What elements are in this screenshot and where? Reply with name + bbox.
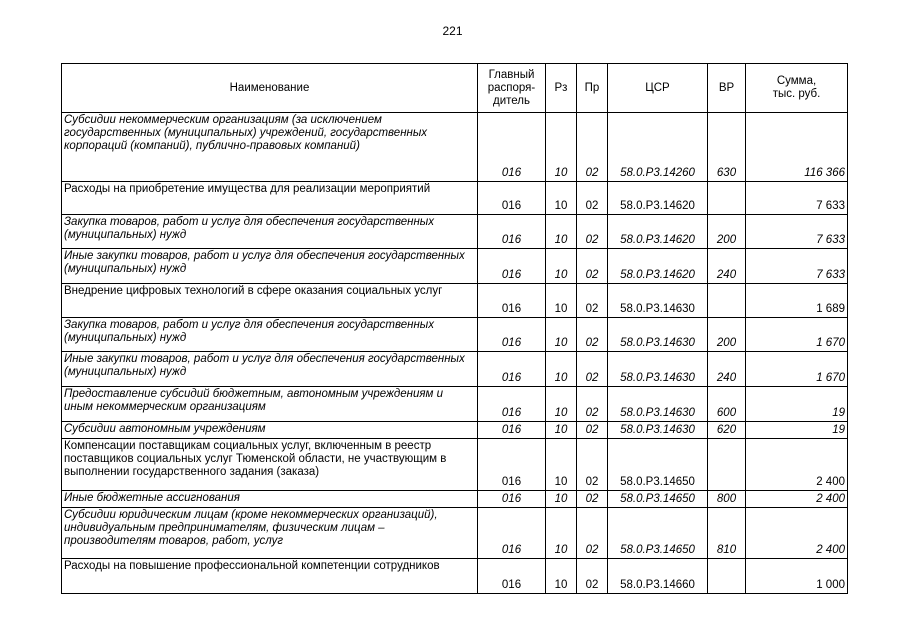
header-vr: ВР [708,64,746,113]
header-name: Наименование [62,64,478,113]
cell-grbs: 016 [478,113,546,182]
cell-name: Субсидии некоммерческим организациям (за исключением государственных (муниципальных) учреждений, государственных корпораций (компаний), публично-правовых компаний) [62,113,478,182]
cell-csr: 58.0.Р3.14630 [608,352,708,387]
cell-pr: 02 [577,284,608,318]
table-row [62,182,848,215]
table-row [62,249,848,284]
header-grbs-line1: Главный [488,68,535,81]
cell-csr: 58.0.Р3.14620 [608,215,708,249]
cell-sum: 19 [746,422,848,439]
table-row [62,559,848,594]
header-sum [746,64,848,113]
cell-name: Расходы на повышение профессиональной компетенции сотрудников [62,559,478,594]
header-pr: Пр [577,64,608,113]
cell-csr: 58.0.Р3.14630 [608,387,708,422]
cell-vr: 240 [708,352,746,387]
cell-grbs: 016 [478,491,546,508]
header-sum-line2: тыс. руб. [772,88,821,100]
cell-name: Внедрение цифровых технологий в сфере оказания социальных услуг [62,284,478,318]
cell-rz: 10 [546,215,577,249]
cell-grbs: 016 [478,352,546,387]
table-row [62,284,848,318]
header-sum-line1: Сумма, [776,75,817,87]
table-row [62,215,848,249]
cell-sum: 1 000 [746,559,848,594]
cell-vr: 200 [708,318,746,352]
cell-name: Субсидии автономным учреждениям [62,422,478,439]
cell-rz: 10 [546,249,577,284]
cell-pr: 02 [577,352,608,387]
cell-pr: 02 [577,422,608,439]
cell-csr: 58.0.Р3.14650 [608,508,708,559]
cell-name: Иные бюджетные ассигнования [62,491,478,508]
cell-csr: 58.0.Р3.14630 [608,318,708,352]
cell-sum: 1 670 [746,352,848,387]
cell-grbs: 016 [478,387,546,422]
cell-sum: 7 633 [746,182,848,215]
header-grbs-line3: дитель [493,94,530,107]
cell-pr: 02 [577,439,608,491]
cell-sum: 2 400 [746,439,848,491]
cell-sum: 1 670 [746,318,848,352]
cell-grbs: 016 [478,249,546,284]
cell-vr: 810 [708,508,746,559]
cell-rz: 10 [546,439,577,491]
cell-sum: 116 366 [746,113,848,182]
cell-vr [708,439,746,491]
cell-vr: 630 [708,113,746,182]
cell-vr: 240 [708,249,746,284]
cell-grbs: 016 [478,318,546,352]
cell-csr: 58.0.Р3.14650 [608,439,708,491]
cell-sum: 2 400 [746,491,848,508]
cell-pr: 02 [577,508,608,559]
cell-pr: 02 [577,318,608,352]
cell-pr: 02 [577,387,608,422]
cell-vr [708,182,746,215]
cell-csr: 58.0.Р3.14630 [608,422,708,439]
cell-pr: 02 [577,491,608,508]
cell-rz: 10 [546,559,577,594]
cell-csr: 58.0.Р3.14620 [608,249,708,284]
cell-rz: 10 [546,318,577,352]
cell-csr: 58.0.Р3.14650 [608,491,708,508]
cell-csr: 58.0.Р3.14260 [608,113,708,182]
cell-pr: 02 [577,215,608,249]
cell-pr: 02 [577,113,608,182]
header-csr: ЦСР [608,64,708,113]
cell-vr [708,559,746,594]
cell-sum: 1 689 [746,284,848,318]
cell-name: Иные закупки товаров, работ и услуг для обеспечения государственных (муниципальных) нужд [62,352,478,387]
cell-vr: 200 [708,215,746,249]
cell-rz: 10 [546,182,577,215]
budget-table [61,63,848,594]
cell-rz: 10 [546,387,577,422]
table-row [62,352,848,387]
cell-pr: 02 [577,249,608,284]
table-row [62,508,848,559]
table-header-row [62,64,848,113]
cell-name: Иные закупки товаров, работ и услуг для обеспечения государственных (муниципальных) нужд [62,249,478,284]
cell-vr: 600 [708,387,746,422]
table-row [62,439,848,491]
cell-csr: 58.0.Р3.14630 [608,284,708,318]
cell-sum: 7 633 [746,215,848,249]
cell-grbs: 016 [478,215,546,249]
cell-grbs: 016 [478,422,546,439]
cell-name: Закупка товаров, работ и услуг для обеспечения государственных (муниципальных) нужд [62,318,478,352]
cell-pr: 02 [577,559,608,594]
cell-grbs: 016 [478,439,546,491]
cell-vr: 620 [708,422,746,439]
header-rz: Рз [546,64,577,113]
cell-sum: 19 [746,387,848,422]
header-grbs [478,64,546,113]
table-row [62,318,848,352]
cell-name: Компенсации поставщикам социальных услуг, включенным в реестр поставщиков социальных услуг Тюменской области, не участвующим в выполнении государственного задания (заказа) [62,439,478,491]
table-row [62,422,848,439]
cell-grbs: 016 [478,284,546,318]
table-row [62,387,848,422]
cell-sum: 7 633 [746,249,848,284]
cell-grbs: 016 [478,508,546,559]
cell-csr: 58.0.Р3.14660 [608,559,708,594]
cell-name: Расходы на приобретение имущества для реализации мероприятий [62,182,478,215]
table-row [62,491,848,508]
page-number: 221 [442,24,463,38]
cell-name: Закупка товаров, работ и услуг для обеспечения государственных (муниципальных) нужд [62,215,478,249]
cell-name: Субсидии юридическим лицам (кроме некоммерческих организаций), индивидуальным предпринимателям, физическим лицам – производителям товаров, работ, услуг [62,508,478,559]
cell-grbs: 016 [478,559,546,594]
cell-sum: 2 400 [746,508,848,559]
cell-rz: 10 [546,422,577,439]
cell-rz: 10 [546,284,577,318]
cell-vr [708,284,746,318]
table-row [62,113,848,182]
cell-name: Предоставление субсидий бюджетным, автономным учреждениям и иным некоммерческим организациям [62,387,478,422]
cell-pr: 02 [577,182,608,215]
cell-rz: 10 [546,352,577,387]
cell-csr: 58.0.Р3.14620 [608,182,708,215]
cell-rz: 10 [546,491,577,508]
cell-rz: 10 [546,508,577,559]
cell-vr: 800 [708,491,746,508]
cell-rz: 10 [546,113,577,182]
cell-grbs: 016 [478,182,546,215]
header-grbs-line2: распоря- [487,81,536,94]
table-body [62,113,848,594]
